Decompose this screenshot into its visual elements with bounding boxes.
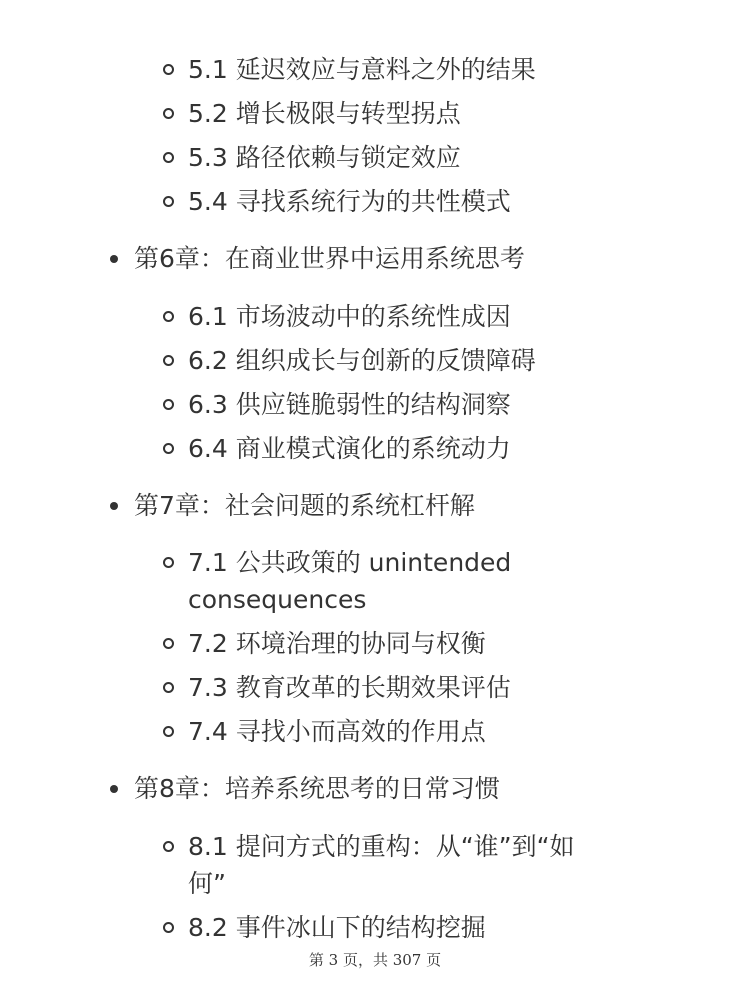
toc-section-7-2[interactable]: 7.2 环境治理的协同与权衡 [188,626,486,662]
toc-section-5-2[interactable]: 5.2 增长极限与转型拐点 [188,96,461,132]
toc-section-7-3[interactable]: 7.3 教育改革的长期效果评估 [188,670,511,706]
toc-section-5-1[interactable]: 5.1 延迟效应与意料之外的结果 [188,52,536,88]
toc-section-6-3[interactable]: 6.3 供应链脆弱性的结构洞察 [188,387,511,423]
toc-section-5-3[interactable]: 5.3 路径依赖与锁定效应 [188,140,461,176]
toc-section-7-4[interactable]: 7.4 寻找小而高效的作用点 [188,714,486,750]
toc-section-6-4[interactable]: 6.4 商业模式演化的系统动力 [188,431,511,467]
toc-section-7-1[interactable]: 7.1 公共政策的 unintended [188,545,511,581]
toc-chapter-6[interactable]: 第6章：在商业世界中运用系统思考 [134,241,525,277]
toc-section-8-2[interactable]: 8.2 事件冰山下的结构挖掘 [188,910,486,946]
toc-section-6-2[interactable]: 6.2 组织成长与创新的反馈障碍 [188,343,536,379]
toc-chapter-7[interactable]: 第7章：社会问题的系统杠杆解 [134,488,475,524]
toc-section-7-1-continuation: consequences [188,585,367,614]
toc-section-8-1-continuation: 何” [188,869,226,898]
toc-section-5-4[interactable]: 5.4 寻找系统行为的共性模式 [188,184,511,220]
toc-section-6-1[interactable]: 6.1 市场波动中的系统性成因 [188,299,511,335]
toc-section-8-1[interactable]: 8.1 提问方式的重构：从“谁”到“如 [188,829,575,865]
toc-chapter-8[interactable]: 第8章：培养系统思考的日常习惯 [134,771,500,807]
page-number-footer: 第 3 页，共 307 页 [308,951,442,969]
